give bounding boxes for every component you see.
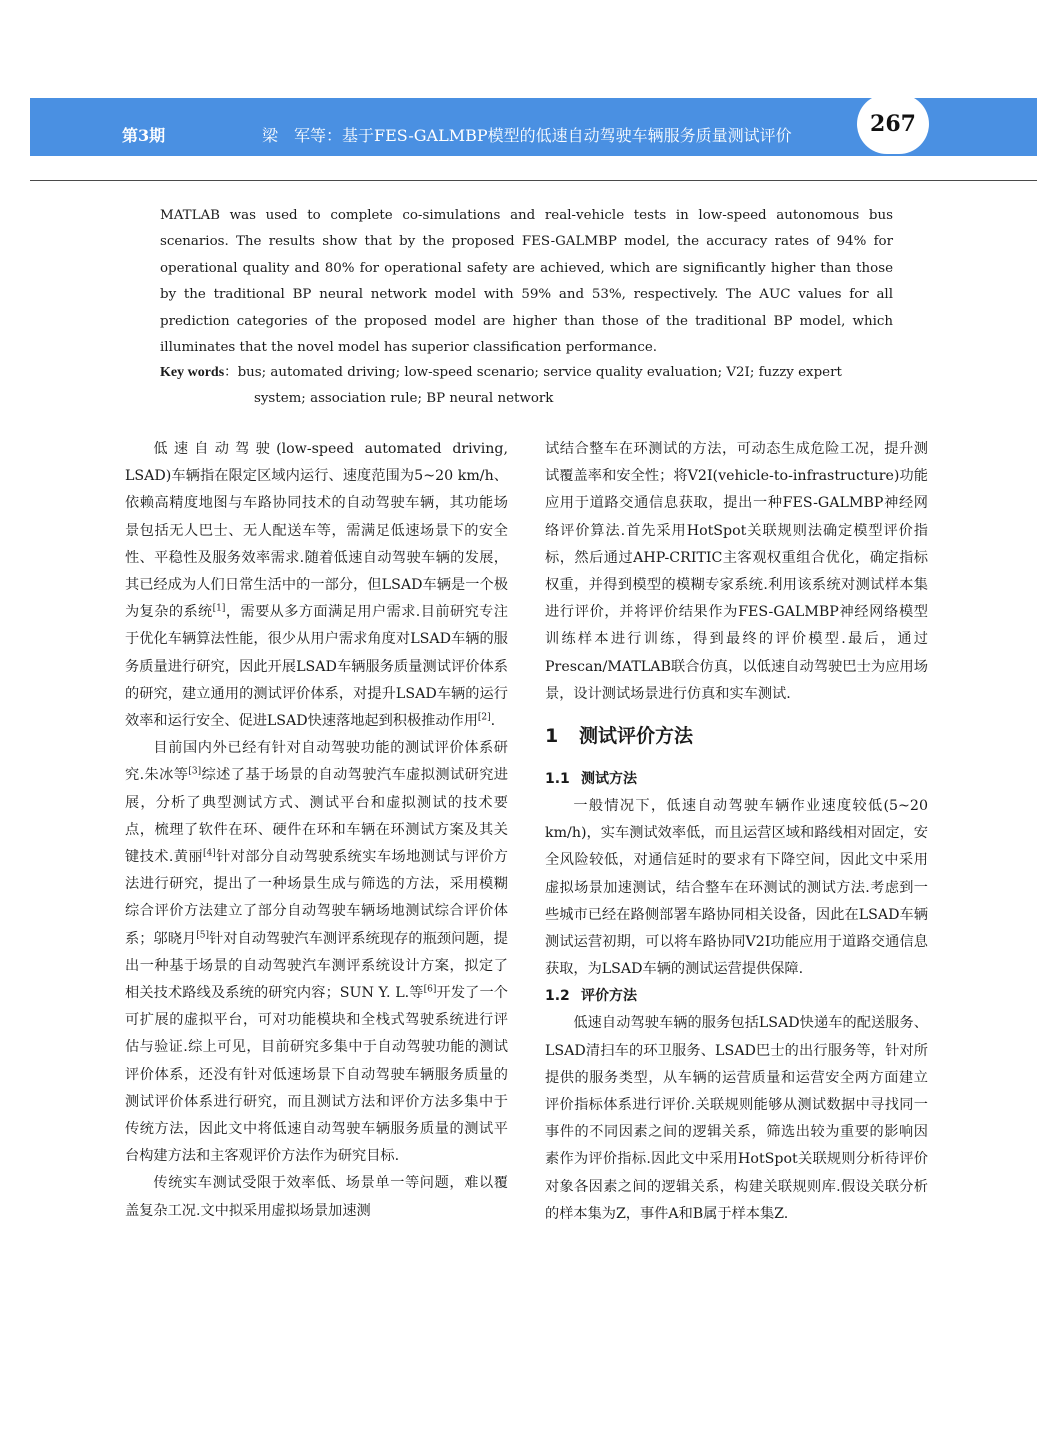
page-number: 267: [857, 94, 929, 154]
paragraph: 低速自动驾驶车辆的服务包括LSAD快递车的配送服务、LSAD清扫车的环卫服务、LSAD巴士的出行服务等，针对所提供的服务类型，从车辆的运营质量和运营安全两方面建立评价指标体系进行评价.关联规则能够从测试数据中寻找同一事件的不同因素之间的逻辑关系，筛选出较为重要的影响因素作为评价指标.因此文中采用HotSpot关联规则分析待评价对象各因素之间的逻辑关系，构建关联规则库.假设关联分析的样本集为Z，事件A和B属于样本集Z.: [545, 1015, 928, 1222]
section-heading: [545, 722, 928, 750]
text-run: 目前国内外已经有针对自动驾驶功能的测试评价体系研究.朱冰等: [125, 740, 508, 784]
header-rule: [30, 180, 1037, 181]
issue-label: 第3期: [122, 126, 166, 145]
citation: [6]: [423, 984, 437, 995]
subsection-number: 1.2: [545, 988, 570, 1005]
subsection-heading: [545, 766, 928, 793]
citation: [4]: [203, 848, 216, 859]
citation: [5]: [196, 929, 209, 940]
citation: [3]: [188, 766, 202, 777]
subsection-title: 测试方法: [581, 771, 637, 788]
paragraph: [125, 436, 508, 735]
keywords-line1: bus; automated driving; low-speed scenario; service quality evaluation; V2I; fuzzy expert: [237, 365, 842, 380]
subsection-heading: [545, 983, 928, 1010]
section-title: 测试评价方法: [579, 725, 694, 748]
keywords: [160, 360, 893, 413]
keywords-colon: ：: [224, 365, 238, 380]
abstract-text: MATLAB was used to complete co-simulations and real-vehicle tests in low-speed autonomous bus scenarios. The results show that by the proposed FES-GALMBP model, the accuracy rates of 94% for operational quality and 80% for operational safety are achieved, which are significantly higher than those by the traditional BP neural network model with 59% and 53%, respectively. The AUC values for all prediction categories of the proposed model are higher than those of the traditional BP model, which illuminates that the novel model has superior classification performance.: [160, 208, 893, 356]
paragraph: [125, 735, 508, 1170]
subsection-number: 1.1: [545, 771, 570, 788]
text-run: .: [490, 713, 496, 730]
left-column: [125, 436, 508, 1225]
running-title: 梁 军等：基于FES-GALMBP模型的低速自动驾驶车辆服务质量测试评价: [262, 126, 792, 145]
keywords-label: Key words: [160, 365, 225, 380]
section-number: 1: [545, 725, 559, 748]
text-run: ，需要从多方面满足用户需求.目前研究专注于优化车辆算法性能，很少从用户需求角度对LSAD车辆的服务质量进行研究，因此开展LSAD车辆服务质量测试评价体系的研究，建立通用的测试评价体系，对提升LSAD车辆的运行效率和运行安全、促进LSAD快速落地起到积极推动作用: [125, 604, 508, 730]
text-run: 针对部分自动驾驶系统实车场地测试与评价方法进行研究，提出了一种场景生成与筛选的方法，采用模糊综合评价方法建立了部分自动驾驶车辆场地测试综合评价体系；邬晓月: [125, 849, 508, 947]
subsection-title: 评价方法: [581, 988, 637, 1005]
paragraph: 传统实车测试受限于效率低、场景单一等问题，难以覆盖复杂工况.文中拟采用虚拟场景加速测: [125, 1175, 508, 1219]
text-run: 低速自动驾驶(low-speed automated driving, LSAD)车辆指在限定区域内运行、速度范围为5~20 km/h、依赖高精度地图与车路协同技术的自动驾驶车辆，其功能场景包括无人巴士、无人配送车等，需满足低速场景下的安全性、平稳性及服务效率需求.随着低速自动驾驶车辆的发展，其已经成为人们日常生活中的一部分，但LSAD车辆是一个极为复杂的系统: [125, 441, 508, 621]
citation: [2]: [477, 712, 491, 723]
paragraph: 一般情况下，低速自动驾驶车辆作业速度较低(5~20 km/h)，实车测试效率低，而且运营区域和路线相对固定，安全风险较低，对通信延时的要求有下降空间，因此文中采用虚拟场景加速测试，结合整车在环测试的测试方法.考虑到一些城市已经在路侧部署车路协同相关设备，因此在LSAD车辆测试运营初期，可以将车路协同V2I功能应用于道路交通信息获取，为LSAD车辆的测试运营提供保障.: [545, 798, 928, 978]
paragraph: 试结合整车在环测试的方法，可动态生成危险工况，提升测试覆盖率和安全性；将V2I(vehicle-to-infrastructure)功能应用于道路交通信息获取，提出一种FES-GALMBP神经网络评价算法.首先采用HotSpot关联规则法确定模型评价指标，然后通过AHP-CRITIC主客观权重组合优化，确定指标权重，并得到模型的模糊专家系统.利用该系统对测试样本集进行评价，并将评价结果作为FES-GALMBP神经网络模型训练样本进行训练，得到最终的评价模型.最后，通过Prescan/MATLAB联合仿真，以低速自动驾驶巴士为应用场景，设计测试场景进行仿真和实车测试.: [545, 441, 928, 702]
right-column: [545, 436, 928, 1228]
text-run: 开发了一个可扩展的虚拟平台，可对功能模块和全栈式驾驶系统进行评估与验证.综上可见，目前研究多集中于自动驾驶功能的测试评价体系，还没有针对低速场景下自动驾驶车辆服务质量的测试评价体系进行研究，而且测试方法和评价方法多集中于传统方法，因此文中将低速自动驾驶车辆服务质量的测试平台构建方法和主客观评价方法作为研究目标.: [125, 985, 508, 1165]
citation: [1]: [212, 603, 226, 614]
text-run: 针对自动驾驶汽车测评系统现存的瓶颈问题，提出一种基于场景的自动驾驶汽车测评系统设计方案，拟定了相关技术路线及系统的研究内容；SUN Y. L.等: [125, 930, 508, 1002]
keywords-line2: system; association rule; BP neural network: [254, 391, 554, 407]
text-run: 综述了基于场景的自动驾驶汽车虚拟测试研究进展，分析了典型测试方式、测试平台和虚拟测试的技术要点，梳理了软件在环、硬件在环和车辆在环测试方案及其关键技术.黄丽: [125, 767, 508, 866]
